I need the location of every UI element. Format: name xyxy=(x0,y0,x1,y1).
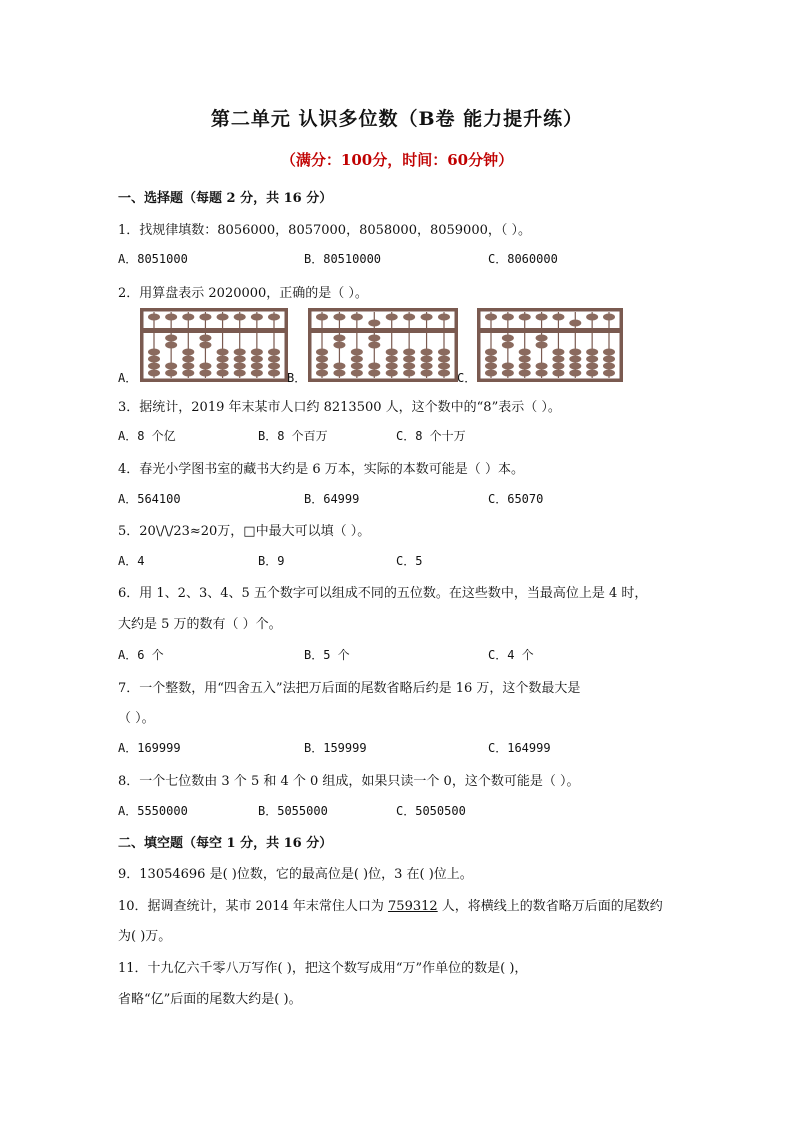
abacus-lower-bead xyxy=(234,349,246,356)
abacus-lower-bead xyxy=(552,363,564,370)
abacus-lower-bead xyxy=(386,370,398,377)
abacus-lower-bead xyxy=(586,349,598,356)
abacus-lower-bead xyxy=(519,363,531,370)
q3-option-b: B．8 个百万 xyxy=(258,429,328,443)
abacus-upper-bead xyxy=(485,314,497,321)
abacus-lower-bead xyxy=(148,349,160,356)
abacus-lower-bead xyxy=(569,356,581,363)
abacus-lower-bead xyxy=(403,370,415,377)
abacus-lower-bead xyxy=(217,349,229,356)
question-7-line-1: 7．一个整数，用“四舍五入”法把万后面的尾数省略后约是 16 万，这个数最大是 xyxy=(118,681,581,696)
abacus-lower-bead xyxy=(268,363,280,370)
abacus-upper-bead xyxy=(351,314,363,321)
abacus-upper-bead xyxy=(251,314,263,321)
question-4: 4．春光小学图书室的藏书大约是 6 万本，实际的本数可能是（ ）本。 xyxy=(118,462,524,477)
question-9: 9．13054696 是( )位数，它的最高位是( )位，3 在( )位上。 xyxy=(118,867,473,882)
abacus-lower-bead xyxy=(251,356,263,363)
abacus-frame xyxy=(309,309,457,381)
question-11-line-1: 11．十九亿六千零八万写作( )，把这个数写成用“万”作单位的数是( )， xyxy=(118,961,528,976)
abacus-lower-bead xyxy=(552,356,564,363)
abacus-lower-bead xyxy=(182,356,194,363)
abacus-lower-bead-counted xyxy=(165,342,177,349)
abacus-lower-bead xyxy=(234,370,246,377)
q1-option-b: B．80510000 xyxy=(304,252,382,266)
abacus-lower-bead xyxy=(234,363,246,370)
q5-option-a: A．4 xyxy=(118,554,145,568)
abacus-lower-bead xyxy=(333,370,345,377)
question-7-line-2: （ ）。 xyxy=(118,711,155,726)
q8-option-c: C．5050500 xyxy=(396,804,466,818)
abacus-upper-bead xyxy=(234,314,246,321)
abacus-lower-bead xyxy=(603,370,615,377)
abacus-lower-bead xyxy=(552,349,564,356)
abacus-lower-bead-counted xyxy=(536,342,548,349)
question-6-line-1: 6．用 1、2、3、4、5 五个数字可以组成不同的五位数。在这些数中，当最高位上是 4 时， xyxy=(118,586,648,601)
abacus-lower-bead xyxy=(148,356,160,363)
abacus-upper-bead xyxy=(333,314,345,321)
abacus-lower-bead-counted xyxy=(333,335,345,342)
abacus-lower-bead xyxy=(569,349,581,356)
abacus-lower-bead xyxy=(234,356,246,363)
abacus-frame xyxy=(478,309,622,381)
question-10-line-1 xyxy=(118,895,663,914)
question-10-line-2: 为( )万。 xyxy=(118,929,172,944)
abacus-lower-bead-counted xyxy=(368,335,380,342)
abacus-lower-bead xyxy=(199,363,211,370)
abacus-lower-bead xyxy=(603,363,615,370)
abacus-upper-bead xyxy=(502,314,514,321)
abacus-lower-bead xyxy=(251,363,263,370)
abacus-lower-bead xyxy=(368,370,380,377)
abacus-lower-bead xyxy=(368,363,380,370)
abacus-lower-bead xyxy=(438,363,450,370)
abacus-lower-bead xyxy=(403,363,415,370)
abacus-upper-bead xyxy=(316,314,328,321)
q4-option-b: B．64999 xyxy=(304,492,360,506)
abacus-lower-bead xyxy=(403,349,415,356)
page-title: 第二单元 认识多位数（B卷 能力提升练） xyxy=(210,108,584,130)
abacus-upper-bead xyxy=(421,314,433,321)
abacus-lower-bead xyxy=(182,363,194,370)
q7-option-b: B．159999 xyxy=(304,741,367,755)
abacus-lower-bead-counted xyxy=(333,342,345,349)
q7-option-c: C．164999 xyxy=(488,741,551,755)
question-11-line-2: 省略“亿”后面的尾数大约是( )。 xyxy=(118,992,302,1007)
abacus-lower-bead xyxy=(552,370,564,377)
abacus-lower-bead xyxy=(165,363,177,370)
abacus-lower-bead xyxy=(586,356,598,363)
abacus-lower-bead xyxy=(217,356,229,363)
abacus-option-a-image xyxy=(140,308,288,382)
abacus-lower-bead xyxy=(316,370,328,377)
abacus-upper-bead xyxy=(148,314,160,321)
abacus-lower-bead xyxy=(485,349,497,356)
abacus-upper-bead xyxy=(519,314,531,321)
question-3: 3．据统计，2019 年末某市人口约 8213500 人，这个数中的“8”表示（ ）。 xyxy=(118,400,561,415)
abacus-lower-bead xyxy=(536,363,548,370)
abacus-lower-bead xyxy=(438,349,450,356)
q1-option-c: C．8060000 xyxy=(488,252,558,266)
q2-option-c: C． xyxy=(457,371,477,385)
abacus-lower-bead xyxy=(519,356,531,363)
abacus-lower-bead xyxy=(251,349,263,356)
abacus-option-c-image xyxy=(477,308,623,382)
abacus-lower-bead xyxy=(316,363,328,370)
abacus-lower-bead xyxy=(351,363,363,370)
abacus-lower-bead xyxy=(603,356,615,363)
abacus-lower-bead xyxy=(485,363,497,370)
q10-underlined-number: 759312 xyxy=(388,899,438,914)
q4-option-c: C．65070 xyxy=(488,492,544,506)
abacus-upper-bead xyxy=(182,314,194,321)
q2-option-b: B． xyxy=(287,371,307,385)
abacus-lower-bead xyxy=(386,356,398,363)
abacus-upper-bead xyxy=(165,314,177,321)
abacus-lower-bead xyxy=(485,356,497,363)
abacus-lower-bead xyxy=(268,356,280,363)
abacus-lower-bead xyxy=(386,349,398,356)
abacus-lower-bead xyxy=(519,370,531,377)
q4-option-a: A．564100 xyxy=(118,492,181,506)
abacus-upper-bead xyxy=(199,314,211,321)
abacus-lower-bead-counted xyxy=(368,342,380,349)
abacus-upper-bead xyxy=(552,314,564,321)
abacus-lower-bead-counted xyxy=(502,342,514,349)
abacus-lower-bead xyxy=(438,356,450,363)
abacus-lower-bead xyxy=(421,363,433,370)
abacus-lower-bead xyxy=(217,363,229,370)
abacus-lower-bead xyxy=(251,370,263,377)
abacus-lower-bead xyxy=(485,370,497,377)
abacus-lower-bead xyxy=(268,370,280,377)
abacus-lower-bead xyxy=(438,370,450,377)
abacus-upper-bead xyxy=(217,314,229,321)
abacus-lower-bead-counted xyxy=(199,342,211,349)
abacus-lower-bead xyxy=(182,349,194,356)
abacus-lower-bead xyxy=(421,349,433,356)
abacus-lower-bead-counted xyxy=(536,335,548,342)
abacus-lower-bead xyxy=(351,370,363,377)
q6-option-b: B．5 个 xyxy=(304,648,350,662)
abacus-lower-bead xyxy=(586,370,598,377)
q5-option-b: B．9 xyxy=(258,554,285,568)
abacus-lower-bead xyxy=(421,356,433,363)
q8-option-a: A．5550000 xyxy=(118,804,188,818)
abacus-lower-bead xyxy=(333,363,345,370)
q2-option-a: A． xyxy=(118,371,138,385)
q8-option-b: B．5055000 xyxy=(258,804,328,818)
abacus-lower-bead xyxy=(536,370,548,377)
abacus-lower-bead xyxy=(182,370,194,377)
abacus-upper-bead xyxy=(603,314,615,321)
question-5: 5．20\/\/23≈20万，□中最大可以填（ ）。 xyxy=(118,524,371,539)
abacus-upper-bead xyxy=(403,314,415,321)
q10-text-post: 人，将横线上的数省略万后面的尾数约 xyxy=(437,899,663,914)
abacus-lower-bead xyxy=(351,349,363,356)
abacus-lower-bead xyxy=(502,370,514,377)
abacus-upper-bead xyxy=(569,320,581,327)
abacus-upper-bead xyxy=(368,320,380,327)
abacus-lower-bead xyxy=(586,363,598,370)
q1-option-a: A．8051000 xyxy=(118,252,188,266)
abacus-lower-bead xyxy=(519,349,531,356)
abacus-upper-bead xyxy=(386,314,398,321)
q5-option-c: C．5 xyxy=(396,554,423,568)
abacus-lower-bead xyxy=(421,370,433,377)
abacus-lower-bead-counted xyxy=(502,335,514,342)
abacus-beam xyxy=(480,328,620,333)
abacus-frame xyxy=(141,309,287,381)
q6-option-c: C．4 个 xyxy=(488,648,534,662)
abacus-option-b-image xyxy=(308,308,458,382)
page-subtitle: （满分：100分，时间：60分钟） xyxy=(280,151,514,169)
section-fill-heading: 二、填空题（每空 1 分，共 16 分） xyxy=(118,836,333,851)
question-6-line-2: 大约是 5 万的数有（ ）个。 xyxy=(118,617,282,632)
q3-option-c: C．8 个十万 xyxy=(396,429,466,443)
q3-option-a: A．8 个亿 xyxy=(118,429,176,443)
abacus-lower-bead xyxy=(403,356,415,363)
section-choice-heading: 一、选择题（每题 2 分，共 16 分） xyxy=(118,191,333,206)
abacus-lower-bead xyxy=(199,370,211,377)
abacus-lower-bead xyxy=(148,370,160,377)
q7-option-a: A．169999 xyxy=(118,741,181,755)
abacus-upper-bead xyxy=(268,314,280,321)
abacus-lower-bead xyxy=(502,363,514,370)
abacus-lower-bead xyxy=(165,370,177,377)
abacus-lower-bead-counted xyxy=(165,335,177,342)
abacus-lower-bead xyxy=(351,356,363,363)
abacus-lower-bead-counted xyxy=(199,335,211,342)
question-8: 8．一个七位数由 3 个 5 和 4 个 0 组成，如果只读一个 0，这个数可能是（ ）。 xyxy=(118,774,580,789)
abacus-beam xyxy=(143,328,285,333)
question-2: 2．用算盘表示 2020000，正确的是（ ）。 xyxy=(118,286,368,301)
q10-text-pre: 10．据调查统计，某市 2014 年末常住人口为 xyxy=(118,899,389,914)
abacus-lower-bead xyxy=(268,349,280,356)
abacus-lower-bead xyxy=(316,356,328,363)
abacus-lower-bead xyxy=(148,363,160,370)
abacus-lower-bead xyxy=(603,349,615,356)
abacus-lower-bead xyxy=(316,349,328,356)
abacus-upper-bead xyxy=(438,314,450,321)
abacus-lower-bead xyxy=(569,363,581,370)
q6-option-a: A．6 个 xyxy=(118,648,164,662)
question-1: 1．找规律填数：8056000，8057000，8058000，8059000，（ ）。 xyxy=(118,223,531,238)
abacus-lower-bead xyxy=(217,370,229,377)
abacus-lower-bead xyxy=(569,370,581,377)
abacus-upper-bead xyxy=(586,314,598,321)
abacus-upper-bead xyxy=(536,314,548,321)
abacus-lower-bead xyxy=(386,363,398,370)
abacus-beam xyxy=(311,328,455,333)
